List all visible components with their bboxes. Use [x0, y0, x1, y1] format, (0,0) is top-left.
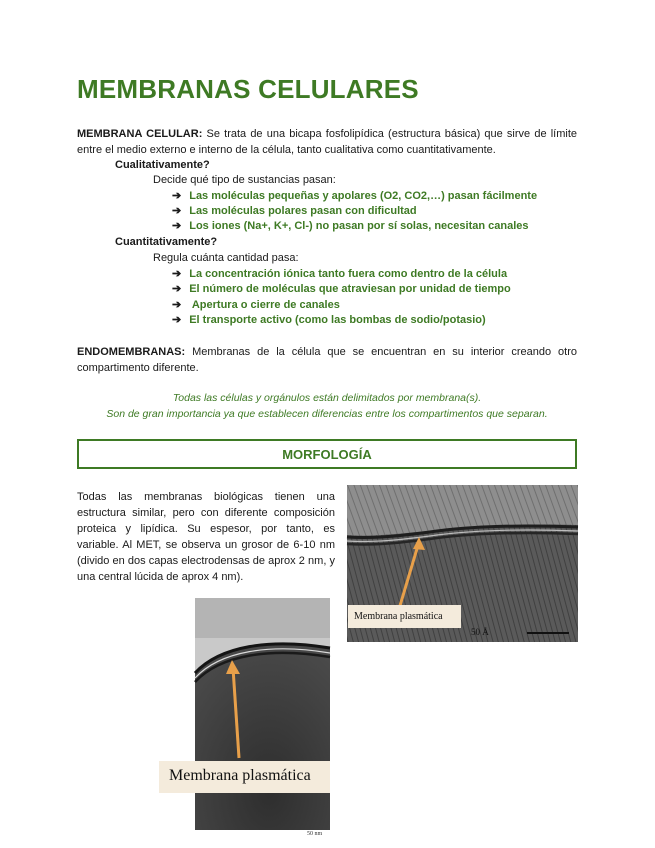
list-item: ➔ Las moléculas polares pasan con dificultad [172, 205, 417, 217]
membrana-celular-term: MEMBRANA CELULAR: [77, 128, 203, 140]
micrograph-2-label: Membrana plasmática [169, 767, 311, 784]
quote-line-1: Todas las células y orgánulos están delimitados por membrana(s). [172, 392, 482, 404]
membrana-celular-text: Se trata de una bicapa fosfolipídica (estructura básica) que sirve de límite entre el medio externo e interno de la célula, tanto cualitativa como cuantitativamente. [77, 128, 577, 156]
micrograph-1-scale: 50 Å [471, 627, 489, 637]
arrow-icon: ➔ [172, 283, 182, 295]
arrow-icon: ➔ [172, 314, 182, 326]
arrow-icon: ➔ [172, 190, 182, 202]
list-item: ➔ Los iones (Na+, K+, Cl-) no pasan por sí solas, necesitan canales [172, 220, 529, 232]
arrow-icon: ➔ [172, 299, 182, 311]
endomembranas-term: ENDOMEMBRANAS: [77, 346, 186, 358]
cuantitativamente-heading: Cuantitativamente? [115, 236, 218, 248]
endomembranas-paragraph [77, 344, 577, 376]
micrograph-2-image [195, 598, 330, 840]
list-item: ➔ Apertura o cierre de canales [172, 299, 340, 311]
micrograph-membrane-2 [169, 598, 330, 840]
quote-line-2: Son de gran importancia ya que establecen diferencias entre los compartimentos que separan. [106, 408, 548, 420]
membrana-celular-paragraph [77, 126, 577, 158]
morfologia-paragraph: Todas las membranas biológicas tienen una estructura similar, pero con diferente composición proteica y lipídica. Su espesor, por tanto, es variable. Al MET, se observa un grosor de 6-10 nm (divido en dos capas electrodensas de aprox 2 nm, y una central lúcida de aprox 4 nm). [77, 491, 335, 583]
micrograph-2-scale: 50 nm [307, 831, 323, 837]
arrow-icon: ➔ [172, 205, 182, 217]
cualitativamente-lead: Decide qué tipo de sustancias pasan: [153, 174, 336, 186]
section-heading-morfologia: MORFOLOGÍA [77, 439, 577, 469]
endomembranas-text: Membranas de la célula que se encuentran en su interior creando otro compartimento diferente. [77, 346, 577, 374]
page-title: MEMBRANAS CELULARES [77, 74, 419, 104]
cuantitativamente-lead: Regula cuánta cantidad pasa: [153, 252, 299, 264]
micrograph-membrane-1 [347, 485, 578, 642]
list-item: ➔ El transporte activo (como las bombas de sodio/potasio) [172, 314, 486, 326]
list-item: ➔ El número de moléculas que atraviesan por unidad de tiempo [172, 283, 511, 295]
cualitativamente-heading: Cualitativamente? [115, 159, 210, 171]
list-item: ➔ La concentración iónica tanto fuera como dentro de la célula [172, 268, 508, 280]
list-item: ➔ Las moléculas pequeñas y apolares (O2, CO2,…) pasan fácilmente [172, 190, 538, 202]
micrograph-1-label: Membrana plasmática [354, 611, 443, 622]
arrow-icon: ➔ [172, 220, 182, 232]
arrow-icon: ➔ [172, 268, 182, 280]
